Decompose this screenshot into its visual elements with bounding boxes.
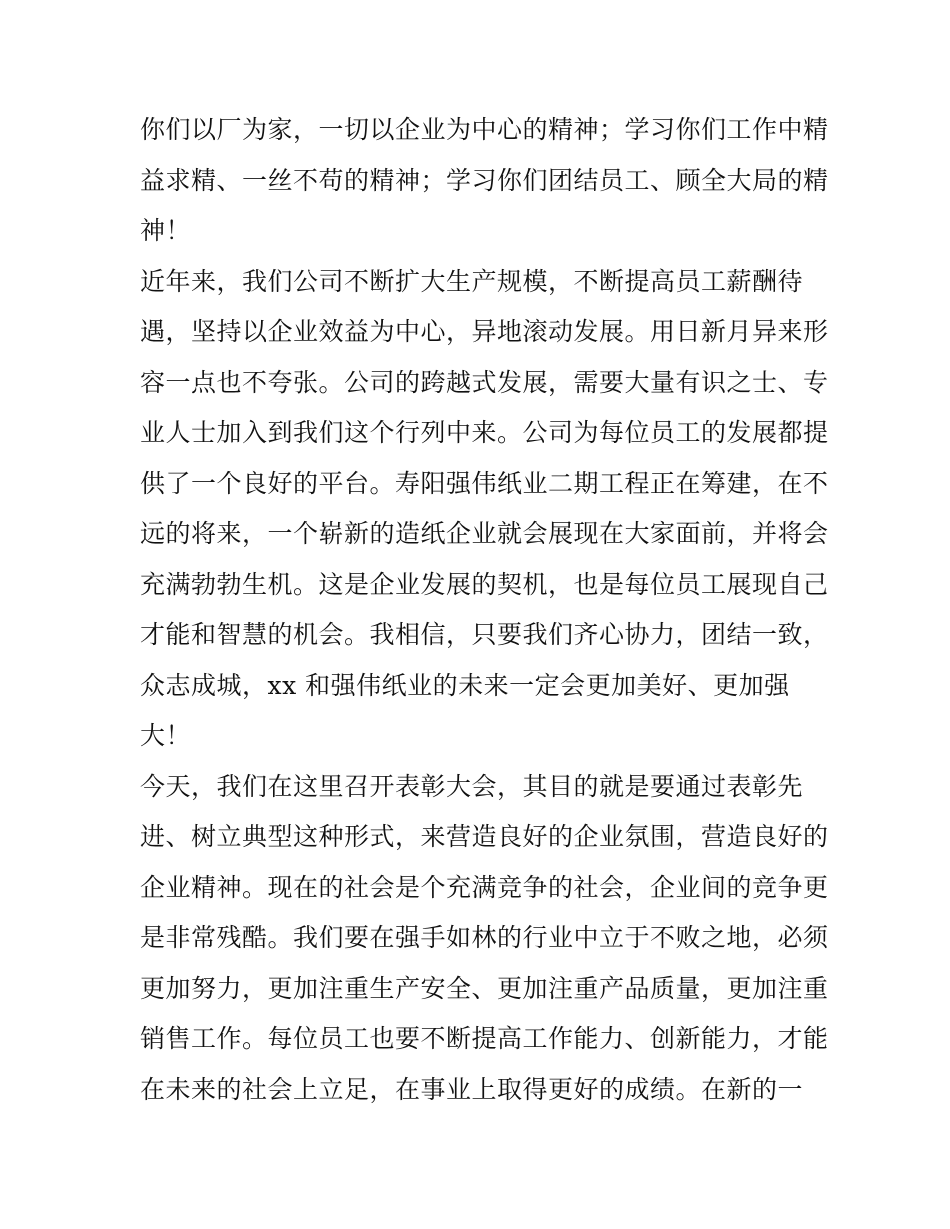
text-line: 你们以厂为家，一切以企业为中心的精神；学习你们工作中精 <box>140 115 829 144</box>
text-line: 大！ <box>140 721 192 750</box>
text-line: 业人士加入到我们这个行列中来。公司为每位员工的发展都提 <box>140 418 829 447</box>
text-line: 容一点也不夸张。公司的跨越式发展，需要大量有识之士、专 <box>140 368 829 397</box>
text-line: 更加努力，更加注重生产安全、更加注重产品质量，更加注重 <box>140 974 829 1003</box>
text-line: 神！ <box>140 216 192 245</box>
text-line: 今天，我们在这里召开表彰大会，其目的就是要通过表彰先 <box>140 772 804 801</box>
text-line: 供了一个良好的平台。寿阳强伟纸业二期工程正在筹建，在不 <box>140 469 829 498</box>
text-line: 众志成城，xx 和强伟纸业的未来一定会更加美好、更加强 <box>140 671 790 700</box>
text-line: 才能和智慧的机会。我相信，只要我们齐心协力，团结一致， <box>140 620 829 649</box>
text-line: 远的将来，一个崭新的造纸企业就会展现在大家面前，并将会 <box>140 519 829 548</box>
text-line: 近年来，我们公司不断扩大生产规模，不断提高员工薪酬待 <box>140 267 804 296</box>
text-line: 在未来的社会上立足，在事业上取得更好的成绩。在新的一 <box>140 1075 804 1104</box>
text-line: 销售工作。每位员工也要不断提高工作能力、创新能力，才能 <box>140 1024 829 1053</box>
text-line: 进、树立典型这种形式，来营造良好的企业氛围，营造良好的 <box>140 822 829 851</box>
text-line: 企业精神。现在的社会是个充满竞争的社会，企业间的竞争更 <box>140 873 829 902</box>
text-line: 益求精、一丝不苟的精神；学习你们团结员工、顾全大局的精 <box>140 166 829 195</box>
text-line: 充满勃勃生机。这是企业发展的契机，也是每位员工展现自己 <box>140 570 829 599</box>
text-line: 是非常残酷。我们要在强手如林的行业中立于不败之地，必须 <box>140 923 829 952</box>
text-line: 遇，坚持以企业效益为中心，异地滚动发展。用日新月异来形 <box>140 317 829 346</box>
